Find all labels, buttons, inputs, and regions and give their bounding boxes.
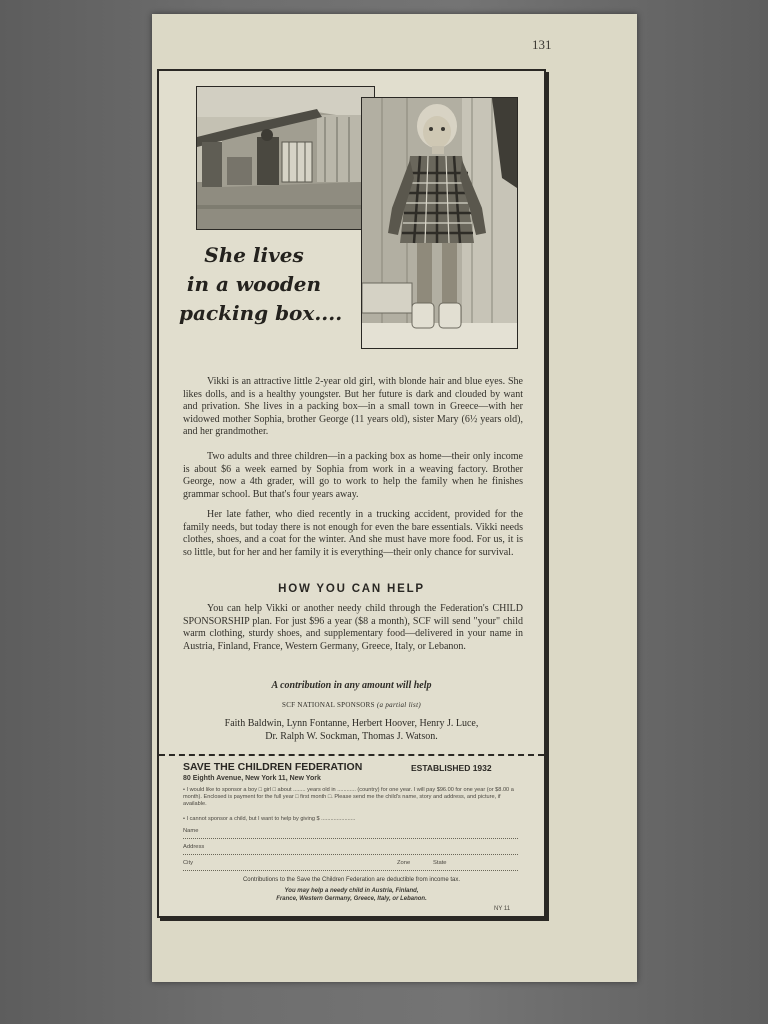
body-paragraph-1: Vikki is an attractive little 2-year old girl, with blonde hair and blue eyes. She likes dolls, and is a healthy youngster. But her future is dark and clouded by want and privation. She lives in a packing box—in a small town in Greece—with her widowed mother Sophia, brother George (11 years old), sister Mary (6½ years old), and her grandmother. [183,376,523,438]
coupon-cut-line [159,754,544,756]
coupon-footer-line-1: You may help a needy child in Austria, Finland, [284,888,419,894]
tax-deductible-note: Contributions to the Save the Children Federation are deductible from income tax. [242,877,461,883]
sponsors-line-2: Dr. Ralph W. Sockman, Thomas J. Watson. [265,731,438,742]
city-field-label: City [183,860,193,866]
sponsors-line-1: Faith Baldwin, Lynn Fontanne, Herbert Hoover, Henry J. Luce, [224,718,479,729]
headline [179,241,343,328]
shack-photo [196,86,375,230]
girl-photo [361,97,518,349]
magazine-page [152,14,637,982]
donation-option[interactable]: • I cannot sponsor a child, but I want to help by giving $ ...................... [183,816,356,822]
sponsors-heading [159,701,544,709]
sponsors-heading-text: SCF NATIONAL SPONSORS [282,701,375,709]
sponsor-option[interactable]: • I would like to sponsor a boy □ girl □ about ........ years old in ............ (country) for one year. I will pay $96.00 for one year (or $8.00 a month). Enclosed is payment for the full year □ first month □. Please send me the child's name, story and address, and picture, if available. [183,787,514,807]
how-you-can-help-heading: HOW YOU CAN HELP [278,583,425,595]
how-you-can-help-text: You can help Vikki or another needy child through the Federation's CHILD SPONSORSHIP plan. For just $96 a year ($8 a month), SCF will send "your" child warm clothing, sturdy shoes, and supplementary food—delivered in your name in Austria, Finland, France, Western Germany, Greece, Italy, or Lebanon. [183,603,523,652]
name-field[interactable] [183,828,518,839]
contribution-line: A contribution in any amount will help [271,680,432,691]
body-paragraph-3: Her late father, who died recently in a trucking accident, provided for the family needs, but today there is not enough for even the bare essentials. Vikki needs clothes, shoes, and a coat for the winter. And she must have more food. For us, it is so little, but for her and her family it is everything—their only chance for survival. [183,509,523,558]
body-paragraph-2: Two adults and three children—in a packing box as home—their only income is about $6 a week earned by Sophia from work in a weaving factory. Brother George, now a 4th grader, will go to work to help the family when he finishes grammar school. But that's four years away. [183,451,523,500]
coupon-organization: SAVE THE CHILDREN FEDERATION [183,761,363,773]
advertisement [157,69,546,918]
city-field[interactable] [183,860,518,871]
coupon-address: 80 Eighth Avenue, New York 11, New York [183,775,321,782]
name-field-label: Name [183,828,199,834]
page-number: 131 [532,37,552,52]
coupon-footer-line-2: France, Western Germany, Greece, Italy, or Lebanon. [276,896,427,902]
coupon-established: ESTABLISHED 1932 [411,763,492,773]
headline-line-1: She lives [204,243,304,267]
headline-line-3: packing box.... [179,301,343,325]
state-field-label: State [433,860,447,866]
address-field-label: Address [183,844,205,850]
address-field[interactable] [183,844,518,855]
zone-field-label: Zone [397,860,411,866]
ad-code: NY 11 [494,906,511,912]
headline-line-2: in a wooden [186,272,322,296]
sponsors-heading-note: (a partial list) [376,701,421,709]
